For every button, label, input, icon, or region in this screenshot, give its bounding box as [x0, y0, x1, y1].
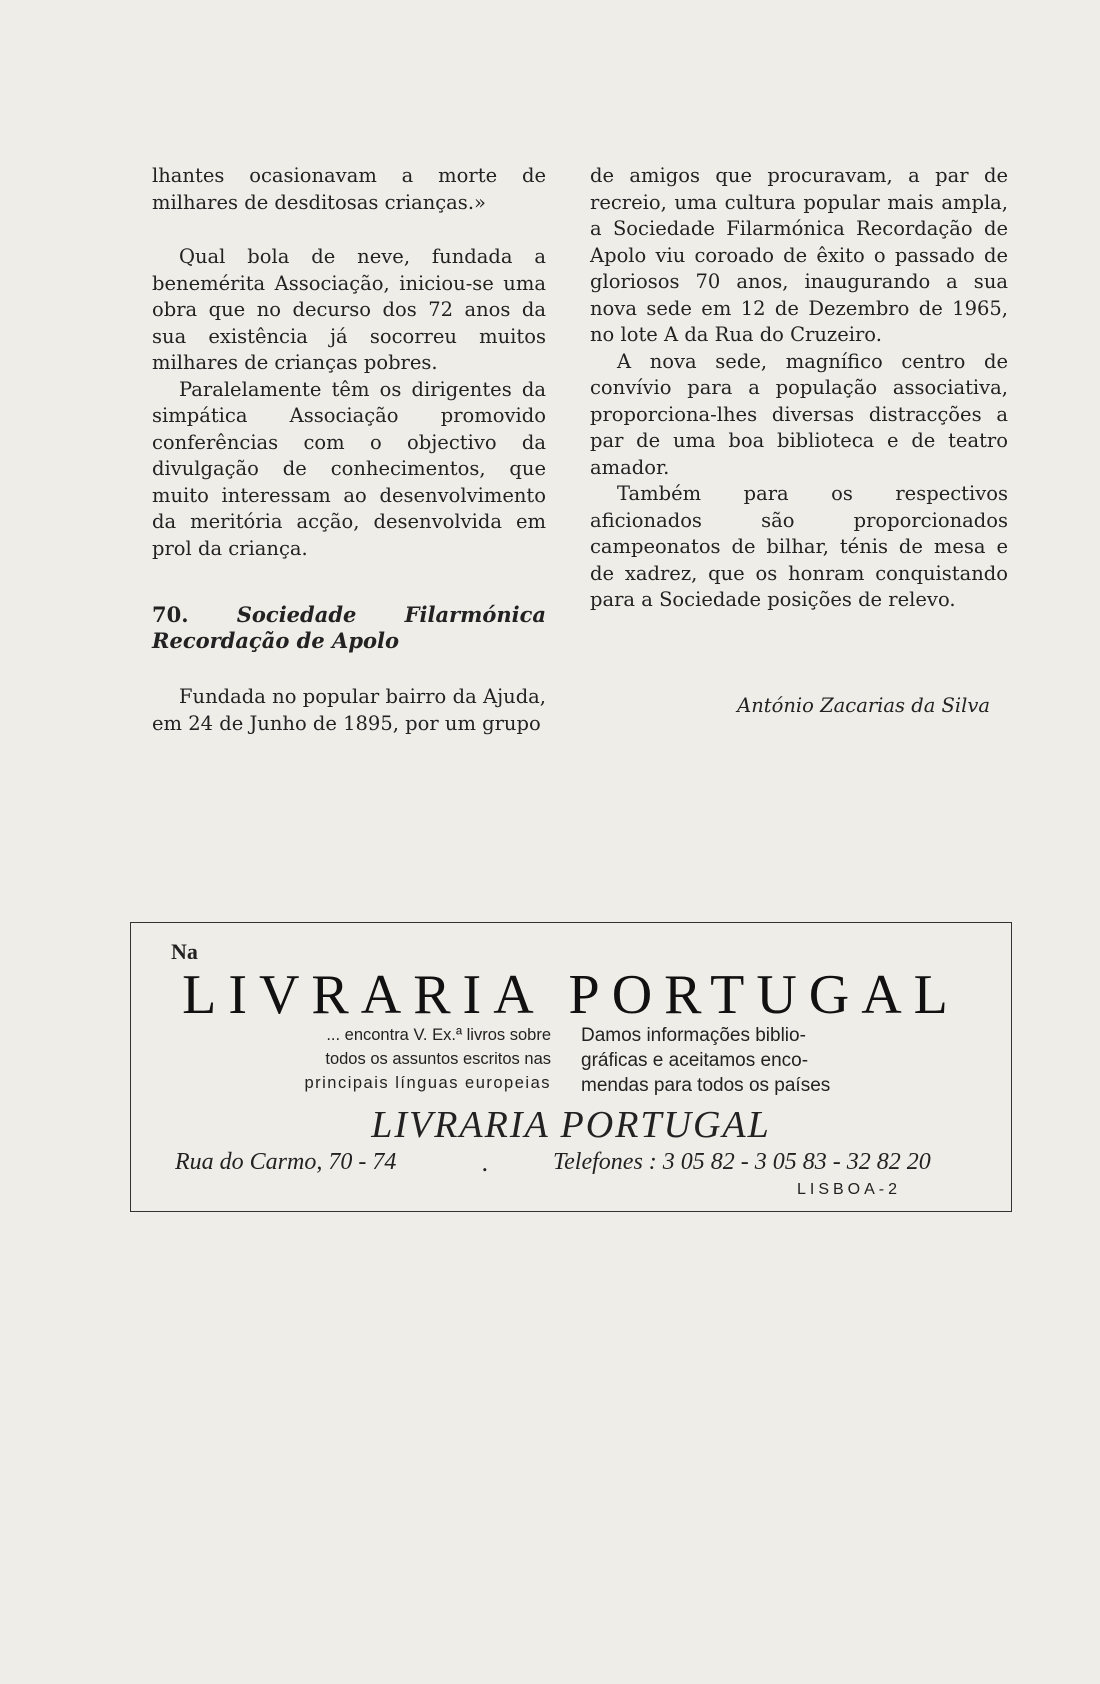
ad-right-line: Damos informações biblio-: [581, 1025, 806, 1046]
section-title: Sociedade Filarmónica Recordação de Apolo: [152, 602, 546, 653]
paragraph: A nova sede, magnífico centro de convívio para a população associativa, proporciona-lhes diversas distracções a par de uma boa biblioteca e de teatro amador.: [590, 349, 1008, 479]
author-signature: António Zacarias da Silva: [737, 694, 990, 717]
ad-title: LIVRARIA PORTUGAL: [182, 964, 960, 1026]
paragraph: Paralelamente têm os dirigentes da simpática Associação promovido conferências com o objectivo da divulgação de conhecimentos, que muito interessam ao desenvolvimento da meritória acção, desenvolvida em prol da criança.: [152, 377, 546, 560]
paragraph: Qual bola de neve, fundada a benemérita Associação, iniciou-se uma obra que no decurso dos 72 anos da sua existência já socorreu muitos milhares de crianças pobres.: [152, 245, 546, 374]
ad-na-label: Na: [171, 939, 198, 964]
section-number: 70.: [152, 602, 189, 627]
paragraph: de amigos que procuravam, a par de recreio, uma cultura popular mais ampla, a Sociedade Filarmónica Recordação de Apolo viu coroado de êxito o passado de gloriosos 70 anos, inaugurando a sua nova sede em 12 de Dezembro de 1965, no lote A da Rua do Cruzeiro.: [590, 164, 1008, 346]
right-column: [590, 163, 1008, 614]
ad-address: Rua do Carmo, 70 - 74: [175, 1149, 397, 1175]
section-heading: [152, 602, 546, 654]
ad-left-line: ... encontra V. Ex.ª livros sobre: [326, 1026, 551, 1044]
ad-brand: LIVRARIA PORTUGAL: [371, 1104, 771, 1146]
ad-left-line: todos os assuntos escritos nas: [325, 1050, 551, 1068]
ad-city: LISBOA-2: [796, 1181, 901, 1198]
ad-phones: Telefones : 3 05 82 - 3 05 83 - 32 82 20: [553, 1149, 931, 1175]
paragraph: lhantes ocasionavam a morte de milhares de desditosas crianças.»: [152, 164, 546, 214]
ad-left-line: principais línguas europeias: [304, 1074, 551, 1092]
paragraph: Também para os respectivos aficionados são proporcionados campeonatos de bilhar, ténis de mesa e de xadrez, que os honram conquistando para a Sociedade posições de relevo.: [590, 482, 1008, 611]
ad-right-text: [581, 1023, 901, 1098]
ad-right-line: gráficas e aceitamos enco-: [581, 1050, 809, 1071]
ad-right-line: mendas para todos os países: [581, 1075, 831, 1096]
advertisement-box: [130, 922, 1012, 1212]
paragraph: Fundada no popular bairro da Ajuda, em 24 de Junho de 1895, por um grupo: [152, 685, 546, 735]
left-column: [152, 163, 546, 737]
ad-left-text: [251, 1023, 551, 1095]
ad-separator: .: [481, 1149, 489, 1177]
